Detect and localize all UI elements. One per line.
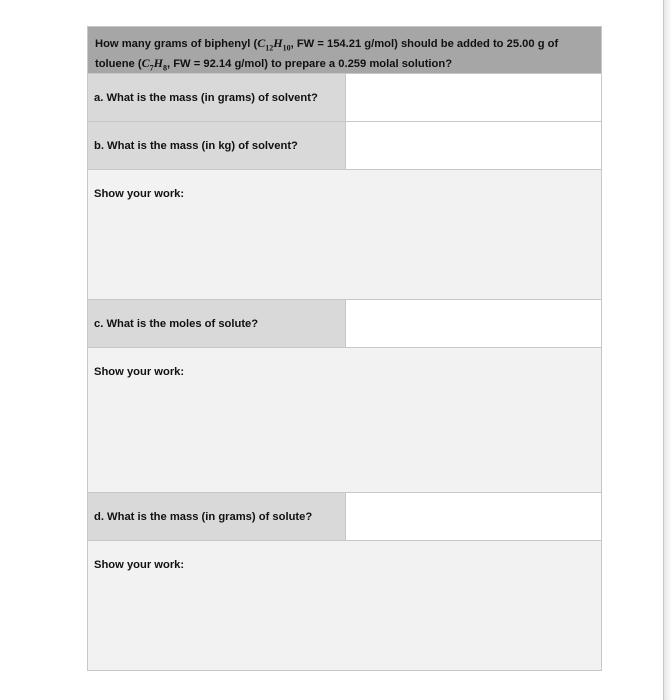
work-area-b[interactable]: [87, 170, 602, 300]
answer-field-c[interactable]: [346, 300, 601, 347]
show-work-label: Show your work:: [94, 366, 185, 378]
page-shadow: [664, 0, 672, 700]
question-row-d: [87, 493, 602, 541]
show-work-label: Show your work:: [94, 559, 185, 571]
question-row-b: [87, 122, 602, 170]
answer-field-a[interactable]: [346, 74, 601, 121]
question-row-c: [87, 300, 602, 348]
question-b-label: b. What is the mass (in kg) of solvent?: [88, 122, 346, 169]
problem-statement: [87, 26, 602, 74]
worksheet-table: [87, 26, 602, 671]
answer-field-d[interactable]: [346, 493, 601, 540]
work-area-d[interactable]: [87, 541, 602, 671]
question-c-label: c. What is the moles of solute?: [88, 300, 346, 347]
show-work-label: Show your work:: [94, 188, 185, 200]
problem-text: How many grams of biphenyl ($C_{12}H_{10}$, FW = 154.21 g/mol) should be added to 25.00 g of toluene ($C_7H_8$, FW = 92.14 g/mol) to prepare a 0.259 molal solution?: [95, 36, 559, 73]
work-area-c[interactable]: [87, 348, 602, 493]
answer-field-b[interactable]: [346, 122, 601, 169]
question-d-label: d. What is the mass (in grams) of solute?: [88, 493, 346, 540]
question-a-label: a. What is the mass (in grams) of solvent?: [88, 74, 346, 121]
question-row-a: [87, 74, 602, 122]
